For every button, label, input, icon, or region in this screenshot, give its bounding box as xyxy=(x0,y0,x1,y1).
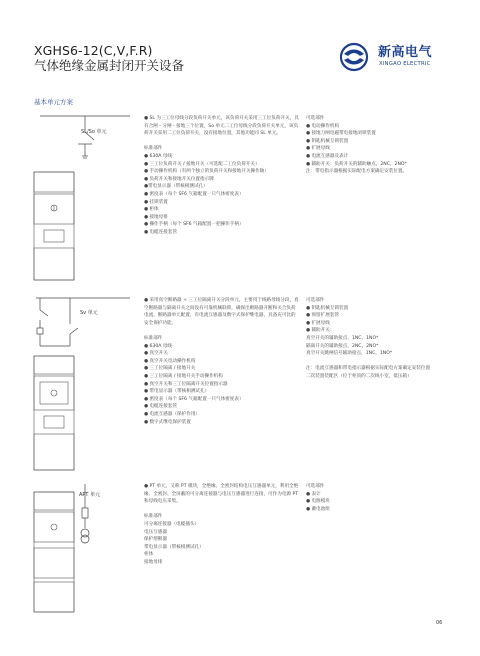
slso-std-item: ●带电显示器（带核相测试孔） xyxy=(144,184,208,190)
sv-std-item: ● 三工位隔离 / 接地开关 xyxy=(144,366,196,372)
sv-single-line-diagram xyxy=(30,294,140,476)
apt-cabinet-outline xyxy=(34,492,74,612)
slso-std-item: ● 三工位负荷开关 / 接地开关（可选配二工位负荷开关） xyxy=(144,161,260,167)
slso-std-item: ● 接地母排 xyxy=(144,214,168,220)
apt-optional-title: 可选部件 xyxy=(306,484,325,489)
logo-en-text: XINGAO ELECTRIC xyxy=(379,61,431,67)
sv-description xyxy=(144,297,300,426)
sv-opt-plain: 真空开关跳闸信号辅助接点，1NC，1NO* xyxy=(306,351,393,357)
sv-std-item: ● 带电显示器（带核相测试孔） xyxy=(144,389,210,395)
sv-opt-plain: 真空开关的辅助接点，1NC，1NO* xyxy=(306,335,379,341)
sv-standard-title: 标准部件 xyxy=(144,335,163,341)
logo-cn-text: 新高电气 xyxy=(378,45,433,60)
apt-opt-item: ● 电源模块 xyxy=(306,499,330,505)
sv-cabinet-outline xyxy=(34,356,74,470)
sv-note: 注：电流互感器和带电指示器根据实际配电方案确定安装位置 xyxy=(306,366,431,372)
slso-opt-item: ● 接地刀闸电磁带电接地闭锁装置 xyxy=(306,131,376,137)
slso-opt-item: ● 扩展母线 xyxy=(306,146,330,152)
slso-single-line-diagram xyxy=(30,112,140,284)
sv-optional xyxy=(306,297,456,381)
slso-std-item: ● 630A 母线 xyxy=(144,153,173,159)
sv-opt-plain: 隔离开关的辅助接点，2NC，2NO* xyxy=(306,343,379,349)
sv-std-item: ● 数字式继电保护装置 xyxy=(144,419,191,425)
slso-intro: ● SL 为三工位母线分段负荷开关单元，该负荷开关采用三工位负荷开关，具有合闸 - 分闸 - 接地三个位置，So 单元二工位母线分段负荷开关单元，该负荷开关采用二工位负荷开关，没有接地位置，其他功能同 SL 单元。 xyxy=(144,116,299,137)
slso-std-item: ● 挂锁装置 xyxy=(144,199,168,205)
slso-std-item: ● 密度表（每个 SF6 气箱配置一只气体密度表） xyxy=(144,191,244,197)
slso-optional-title: 可选部件 xyxy=(306,116,325,121)
slso-description xyxy=(144,115,300,237)
slso-opt-item: ● 电流互感器及表计 xyxy=(306,153,349,159)
apt-std-item: 保护熔断器 xyxy=(144,537,167,543)
apt-single-line-diagram xyxy=(30,478,140,618)
apt-std-item: 柜体 xyxy=(144,552,154,558)
sv-opt-item: ● 预留扩展套管 xyxy=(306,313,340,319)
slso-std-item: ● 电缆连接套管 xyxy=(144,229,178,235)
sv-std-item: ● 真空开关 xyxy=(144,351,168,357)
apt-opt-item: ● 表计 xyxy=(306,491,321,497)
sv-opt-item: ● 辅助开关： xyxy=(306,328,335,334)
sv-std-item: ● 真空开关电动操作机构 xyxy=(144,358,196,364)
product-model: XGHS6-12(C,V,F.R) xyxy=(34,43,153,58)
slso-std-item: ● 柜体 xyxy=(144,207,159,213)
apt-opt-item: ● 蓄电池组 xyxy=(306,506,330,512)
apt-std-item: 带电显示器（带核相测试孔） xyxy=(144,544,204,550)
section-title: 基本单元方案 xyxy=(34,98,73,106)
slso-standard-title: 标准部件 xyxy=(144,146,163,152)
sv-std-item: ● 真空开关和三工位隔离开关位置指示器 xyxy=(144,381,228,387)
apt-standard-title: 标准部件 xyxy=(144,514,163,520)
sv-intro: ● 采用真空断路器 + 三工位隔离开关分段单元，主要用于线路母线分段，真空断路器与隔离开关之间没有可靠机械联锁，确保出断路器开断和关合负荷电流、断路器单元配置，有电流互感器及数字式保护继电器，具备充可比的安全保护功能。 xyxy=(144,298,299,326)
apt-intro: ● PT 单元，又称 PT 模块，全绝缘、全密封结构电压互感器单元，利用全绝缘、全密封、全屏蔽的可分离连接器与电压互感器进行连接，可作为电源 PT 和母线电压采集。 xyxy=(144,484,299,505)
page-title: 气体绝缘金属封闭开关设备 xyxy=(34,58,185,73)
slso-std-item: ● 负荷开关和接地开关位置指示牌 xyxy=(144,176,214,182)
sv-std-item: ● 密度表（每个 SF6 气箱配置一只气体密度表） xyxy=(144,396,244,402)
unit-label-sv: Sv 单元 xyxy=(80,310,98,316)
slso-std-item: ● 操作手柄（每个 SF6 气箱配置一把操作手柄） xyxy=(144,222,244,228)
slso-opt-item: ● 钥匙机械互锁装置 xyxy=(306,138,349,144)
unit-label-slso: SL/So 单元 xyxy=(81,129,107,135)
slso-cabinet-outline xyxy=(34,172,74,280)
slso-opt-item: ● 辅助开关：负荷开关的辅助触点，2NC，2NO* xyxy=(306,161,407,167)
sv-std-item: ● 三工位隔离 / 接地开关手动操作机构 xyxy=(144,373,223,379)
sv-optional-title: 可选部件 xyxy=(306,298,325,303)
sv-note2: 二次装置装配区（位于柜顶的二次线小室，低压箱） xyxy=(306,373,412,379)
sv-std-item: ● 电缆连接套管 xyxy=(144,404,178,410)
apt-optional xyxy=(306,483,456,513)
slso-opt-item: ● 电动操作机构 xyxy=(306,123,340,129)
slso-optional xyxy=(306,115,456,176)
apt-description xyxy=(144,483,300,567)
sv-opt-item: ● 扩展母线 xyxy=(306,320,330,326)
slso-note: 注：带电指示器根据实际配电方案确定安装位置。 xyxy=(306,169,408,175)
sv-std-item: ● 630A 母线 xyxy=(144,343,173,349)
apt-std-item: 可分离连接器（电缆插头） xyxy=(144,521,200,527)
unit-label-apt: APT 单元 xyxy=(79,492,101,498)
slso-std-item: ● 手动操作机构（有两个独立的负荷开关和接地开关操作轴） xyxy=(144,169,269,175)
apt-std-item: 接地母排 xyxy=(144,559,163,565)
sv-opt-item: ● 钥匙机械互锁装置 xyxy=(306,305,349,311)
apt-std-item: 电压互感器 xyxy=(144,529,167,535)
sv-std-item: ● 电流互感器（保护作用） xyxy=(144,411,201,417)
page-number: 06 xyxy=(436,620,443,626)
